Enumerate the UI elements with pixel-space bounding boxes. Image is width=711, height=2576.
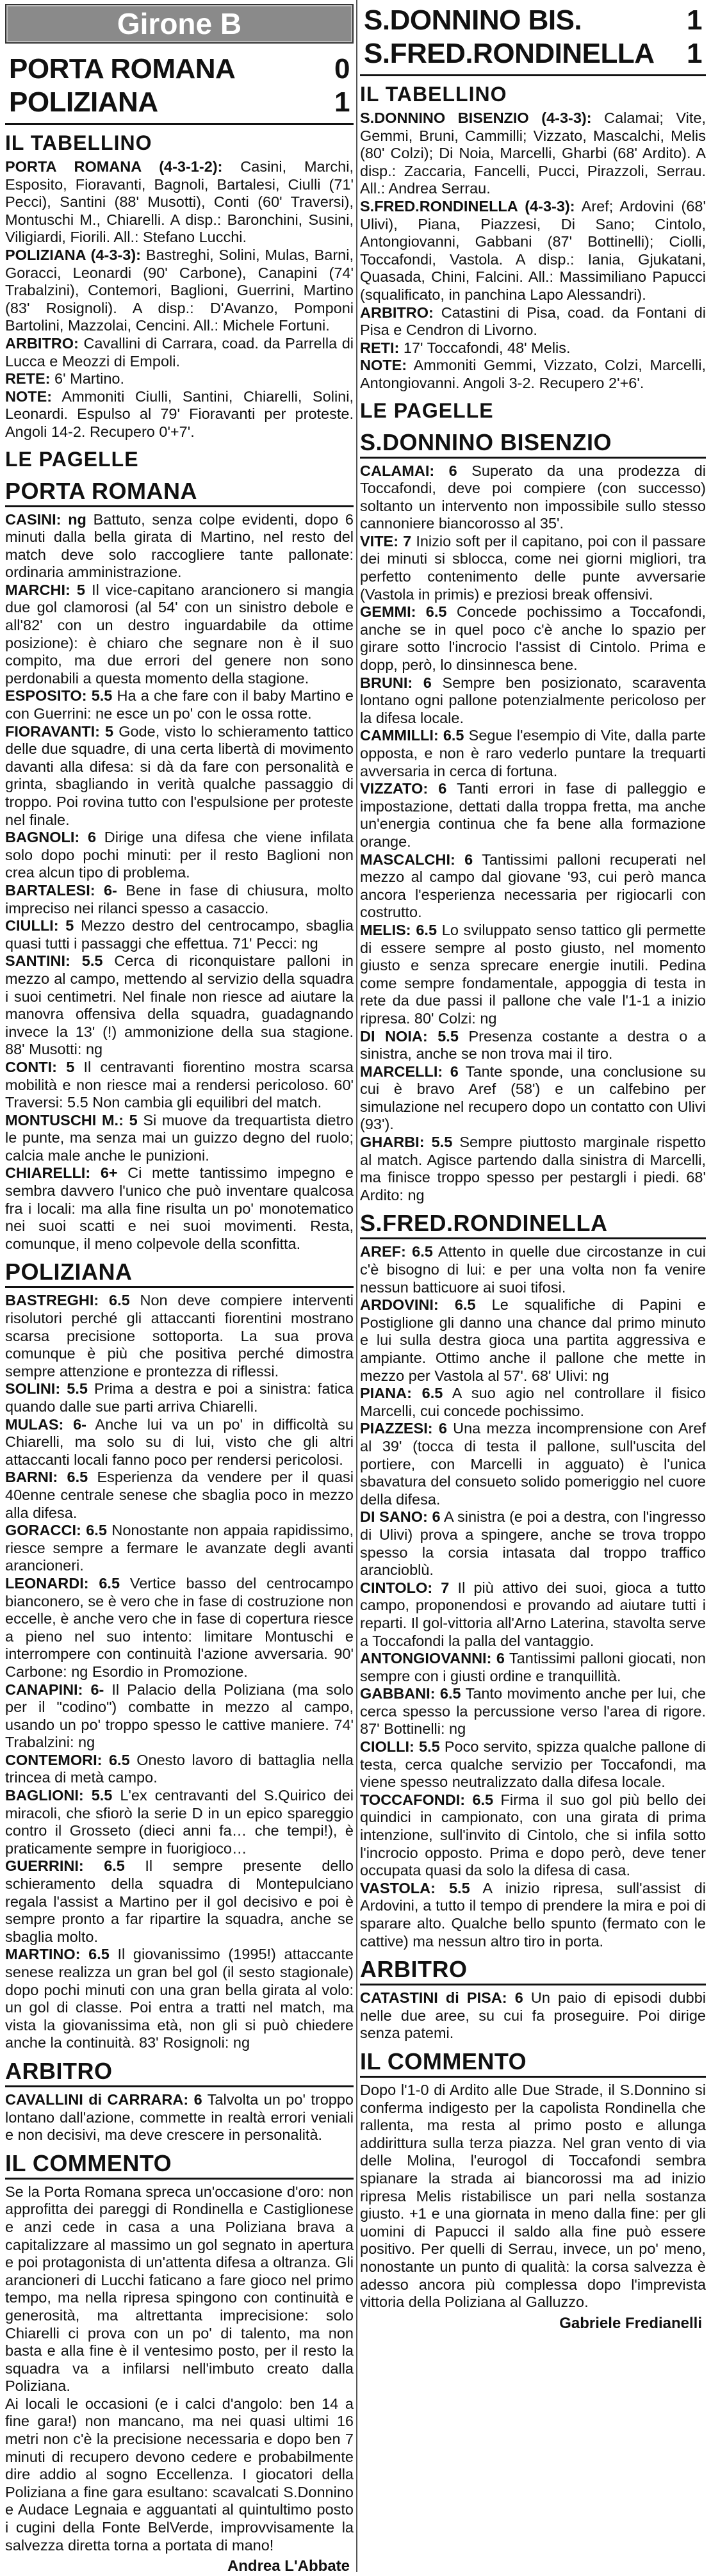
match-away-row — [5, 86, 354, 119]
commento-paragraph: Ai locali le occasioni (e i calci d'angolo: ben 14 a fine gara!) non mancano, ma nei quasi ultimi 16 metri non c'è la precisione necessaria e dopo ben 7 minuti di recupero devono cedere e probabilmente dire addio al sogno Eccellenza. I giocatori della Poliziana a fine gara esultano: scavalcati S.Donnino e Audace Legnaia e agguantati al quintultimo posto i cugini della Fonte BelVerde, improvvisamente la salvezza diretta torna a portata di mano! — [5, 2395, 354, 2554]
tabellino-entry: RETE: 6' Martino. — [5, 370, 125, 387]
tabellino-entry: ARBITRO: Catastini di Pisa, coad. da Fontani di Pisa e Cendron di Livorno. — [360, 304, 706, 339]
away-team: S.FRED.RONDINELLA — [364, 38, 655, 69]
player-rating: BAGNOLI: 6 Dirige una difesa che viene infilata solo dopo pochi minuti: per il resto Baglioni non crea alcun tipo di problema. — [5, 829, 354, 881]
tabellino-entry: POLIZIANA (4-3-3): Bastreghi, Solini, Mulas, Barni, Goracci, Leonardi (90' Carbone), Canapini (74' Trabalzini), Contemori, Baglioni, Guerrini, Martino (83' Rosignoli). A disp.: D'Avanzo, Pomponi Bartolini, Mazzolai, Cencini. All.: Michele Fortuni. — [5, 246, 354, 334]
player-rating: CONTI: 5 Il centravanti fiorentino mostra scarsa mobilità e non riesce mai a rendersi pericoloso. 60' Traversi: 5.5 Non cambia gli equilibri del match. — [5, 1058, 354, 1111]
referee-rating: CATASTINI di PISA: 6 Un paio di episodi dubbi nelle due aree, su cui fa proseguire. Poi dirige senza patemi. — [360, 1989, 706, 2042]
player-rating: GORACCI: 6.5 Nonostante non appaia rapidissimo, riesce sempre a fermare le avanzate degli avanti arancioneri. — [5, 1522, 354, 1574]
commento-heading: IL COMMENTO — [360, 2048, 706, 2078]
author-signature: Andrea L'Abbate — [227, 2557, 350, 2575]
player-rating: CALAMAI: 6 Superato da una prodezza di Toccafondi, deve poi compiere (con successo) soltanto un intervento non impossibile sullo stesso cannoniere biancorosso al 35'. — [360, 462, 706, 532]
player-rating: BRUNI: 6 Sempre ben posizionato, scaraventa lontano ogni pallone potenzialmente pericoloso per la difesa locale. — [360, 674, 706, 726]
player-rating: MASCALCHI: 6 Tantissimi palloni recuperati nel mezzo al campo dal giovane '93, cui però manca ancora l'esperienza necessaria per rigiocarli con costrutto. — [360, 851, 706, 921]
player-rating: MARCELLI: 6 Tante sponde, una conclusione su cui è bravo Aref (58') e un calfebino per simulazione nel recupero dopo un contatto con Ulivi (93'). — [360, 1063, 706, 1133]
player-rating: CAMMILLI: 6.5 Segue l'esempio di Vite, dalla parte opposta, e non è raro vederlo puntare la trequarti avversaria in cerca di fortuna. — [360, 727, 707, 779]
left-column — [5, 4, 354, 2576]
tabellino-block — [5, 158, 354, 441]
divider — [5, 123, 354, 125]
player-rating: FIORAVANTI: 5 Gode, visto lo schieramento tattico delle due squadre, di una certa libertà di movimento davanti alla difesa: si dà da fare con personalità e grinta, sbagliando in verità qualche passaggio di troppo. Poi rovina tutto con l'espulsione per proteste nel finale. — [5, 722, 354, 828]
player-rating: LEONARDI: 6.5 Vertice basso del centrocampo bianconero, se è vero che in fase di costruzione non eccelle, è anche vero che in fase di copertura riesce a pieno nel suo intento: limitare Montuschi e interrompere con continuità l'azione avversaria. 90' Carbone: ng Esordio in Promozione. — [5, 1574, 354, 1680]
player-rating: ANTONGIOVANNI: 6 Tantissimi palloni giocati, non sempre con i giusti ordine e tranquillità. — [360, 1650, 706, 1684]
pagelle-title: LE PAGELLE — [360, 398, 494, 422]
divider — [360, 74, 706, 76]
away-score: 1 — [687, 38, 702, 69]
right-column — [360, 4, 706, 2333]
player-rating: GUERRINI: 6.5 Il sempre presente dello schieramento della squadra di Montepulciano regala l'assist a Martino per il gol decisivo e poi è sempre pronto a far ripartire la squadra, anche se sbaglia molto. — [5, 1857, 354, 1945]
tabellino-entry: S.FRED.RONDINELLA (4-3-3): Aref; Ardovini (68' Ulivi), Piana, Piazzesi, Di Sano; Cintolo, Antongiovanni, Gabbani (87' Bottinelli); Ciolli, Toccafondi, Vastola. A disp.: Iania, Gjukatani, Quasada, Chini, Falcini. All.: Massimiliano Papucci (squalificato, in panchina Lapo Alessandri). — [360, 197, 706, 303]
player-rating: BARTALESI: 6- Bene in fase di chiusura, molto impreciso nei rilanci spesso a casaccio. — [5, 881, 354, 917]
tabellino-entry: RETI: 17' Toccafondi, 48' Melis. — [360, 339, 571, 356]
match-home-row — [5, 53, 354, 86]
player-rating: PIANA: 6.5 A suo agio nel controllare il fisico Marcelli, cui concede pochissimo. — [360, 1385, 707, 1419]
player-rating: BASTREGHI: 6.5 Non deve compiere interventi risolutori perché gli attaccanti fiorentini mostrano scarsa precisione sottoporta. La sua prova comunque è più che positiva perché dimostra sempre attenzione e prontezza di riflessi. — [5, 1292, 354, 1380]
team-heading: POLIZIANA — [5, 1258, 354, 1288]
player-rating: GHARBI: 5.5 Sempre piuttosto marginale rispetto al match. Agisce partendo dalla sinistra di Marcelli, ma finisce troppo spesso per pestargli i piedi. 68' Ardito: ng — [360, 1134, 706, 1203]
home-score: 1 — [687, 4, 702, 36]
player-rating: VIZZATO: 6 Tanti errori in fase di palleggio e impostazione, dettati dalla troppa fretta, ma anche un'energia continua che fa bene alla formazione orange. — [360, 780, 706, 850]
column-divider — [356, 0, 357, 2572]
player-rating: BARNI: 6.5 Esperienza da vendere per il quasi 40enne centrale senese che sbaglia poco in mezzo alla difesa. — [5, 1469, 354, 1521]
away-score: 1 — [334, 86, 350, 118]
tabellino-entry: NOTE: Ammoniti Ciulli, Santini, Chiarelli, Solini, Leonardi. Espulso al 79' Fioravanti per proteste. Angoli 14-2. Recupero 0'+7'. — [5, 387, 354, 440]
ratings-team2 — [5, 1292, 354, 2052]
tabellino-title: IL TABELLINO — [360, 83, 507, 106]
commento-paragraph: Dopo l'1-0 di Ardito alle Due Strade, il S.Donnino si conferma indigesto per la capolista Rondinella che rallenta, ma resta al primo posto e allunga addirittura sulla terza piazza. Nel gran vento di via delle Molina, l'eurogol di Toccafondi sembra spianare la strada ai biancorossi ma ad inizio ripresa Melis ristabilisce un pari nella sostanza giusto. +1 e una giornata in meno dalla fine: per gli uomini di Papucci il saldo alla fine può essere positivo. Per quelli di Serrau, invece, un po' meno, nonostante un punto di qualità: la corsa salvezza è adesso ancora più complessa dopo l'imprevista vittoria della Poliziana al Galluzzo. — [360, 2081, 706, 2311]
player-rating: BAGLIONI: 5.5 L'ex centravanti del S.Quirico dei miracoli, che sfiorò la serie D in un epico spareggio contro il Grosseto (dieci anni fa… che tempi!), è praticamente sempre in fuorigioco… — [5, 1787, 354, 1857]
player-rating: CANAPINI: 6- Il Palacio della Poliziana (ma solo per il "codino") combatte in mezzo al campo, usando un po' troppo spesso le cattive maniere. 74' Trabalzini: ng — [5, 1681, 354, 1751]
player-rating: VASTOLA: 5.5 A inizio ripresa, sull'assist di Ardovini, a tutto il tempo di prendere la mira e poi di sparare alto. Qualche bello spunto (fermato con le cattive) ma nessun altro tiro in porta. — [360, 1879, 706, 1950]
player-rating: PIAZZESI: 6 Una mezza incomprensione con Aref al 39' (tocca di testa il pallone, sull'uscita del portiere, con Marcelli in agguato) è l'unica sbavatura del consueto solido pomeriggio nel cuore della difesa. — [360, 1420, 707, 1508]
home-team: PORTA ROMANA — [9, 53, 236, 85]
home-team: S.DONNINO BIS. — [364, 4, 582, 36]
player-rating: CIULLI: 5 Mezzo destro del centrocampo, sbaglia quasi tutti i passaggi che effettua. 71' Pecci: ng — [5, 917, 354, 952]
player-rating: VITE: 7 Inizio soft per il capitano, poi con il passare dei minuti si sblocca, come nei giorni migliori, tra perfetto contenimento delle punte avversarie (Vastola in primis) e preziosi break offensivi. — [360, 532, 706, 603]
player-rating: MULAS: 6- Anche lui va un po' in difficoltà su Chiarelli, ma solo su di lui, visto che gli altri attaccanti locali fanno poco per rendersi pericolosi. — [5, 1415, 354, 1468]
player-rating: CASINI: ng Battuto, senza colpe evidenti, dopo 6 minuti dalla bella girata di Martino, nel resto del match deve solo raccogliere tante pallonate: ordinaria amministrazione. — [5, 510, 354, 581]
away-team: POLIZIANA — [9, 86, 158, 118]
commento-paragraph: Se la Porta Romana spreca un'occasione d'oro: non approfitta dei pareggi di Rondinella e Castiglionese e anzi cede in casa a una Poliziana brava a capitalizzare al massimo un gol segnato in apertura e poi protagonista di un'attenta difesa a oltranza. Gli arancioneri di Lucchi faticano a fare gioco nel primo tempo, ma nella ripresa spingono con continuità e generosità, ma altrettanta imprecisione: solo Chiarelli ci prova con un po' di talento, ma non basta e alla fine è il ventesimo posto, per il resto la squadra va a infilarsi nell'imbuto creato dalla Poliziana. — [5, 2183, 354, 2395]
referee-rating: CAVALLINI di CARRARA: 6 Talvolta un po' troppo lontano dall'azione, commette in realtà errori veniali e non decisivi, ma deve crescere in personalità. — [5, 2091, 354, 2144]
player-rating: MARTINO: 6.5 Il giovanissimo (1995!) attaccante senese realizza un gran bel gol (il sesto stagionale) dopo pochi minuti con una gran bella girata al volo: un gol di classe. Poi entra a tratti nel match, ma vista la giovanissima età, non gli si può chiedere anche la continuità. 83' Rosignoli: ng — [5, 1946, 354, 2051]
team-heading: S.FRED.RONDINELLA — [360, 1209, 706, 1239]
player-rating: CINTOLO: 7 Il più attivo dei suoi, gioca a tutto campo, proponendosi e provando ad aiutare tutti i reparti. Il gol-vittoria all'Arno Laterina, stavolta serve a Toccafondi la palla del vantaggio. — [360, 1579, 707, 1649]
author-signature: Gabriele Fredianelli — [559, 2314, 702, 2332]
player-rating: DI NOIA: 5.5 Presenza costante a destra o a sinistra, anche se non trova mai il tiro. — [360, 1027, 706, 1063]
match-away-row — [360, 37, 706, 70]
player-rating: CHIARELLI: 6+ Ci mette tantissimo impegno e sembra davvero l'unico che può inventare qualcosa fra i locali: ma alla fine risulta un po' monotematico nei suoi scatti e nei suoi movimenti. Resta, comunque, il meno colpevole della sconfitta. — [5, 1164, 354, 1252]
player-rating: DI SANO: 6 A sinistra (e poi a destra, con l'ingresso di Ulivi) prova a spingere, anche se trova troppo spesso la corsia intasata dal troppo traffico arancioblù. — [360, 1508, 706, 1579]
player-rating: TOCCAFONDI: 6.5 Firma il suo gol più bello dei quindici in campionato, con una girata di prima intenzione, sull'invito di Cintolo, che si infila sotto l'incrocio opposto. Prima e dopo però, deve tener occupata quasi da solo la difesa di casa. — [360, 1791, 707, 1879]
player-rating: SOLINI: 5.5 Prima a destra e poi a sinistra: fatica quando dalle sue parti arriva Chiarelli. — [5, 1380, 354, 1415]
arbitro-heading: ARBITRO — [5, 2057, 354, 2087]
team-heading: S.DONNINO BISENZIO — [360, 428, 706, 459]
ratings-team1 — [5, 511, 354, 1253]
player-rating: MELIS: 6.5 Lo sviluppato senso tattico gli permette di essere sempre al posto giusto, nel momento giusto e senza sprecare energie inutili. Pedina come sempre fondamentale, appoggia di testa in rete da due passi il pallone che vale l'1-1 a inizio ripresa. 80' Colzi: ng — [360, 921, 706, 1027]
match-home-row — [360, 4, 706, 37]
ratings-team2 — [360, 1243, 706, 1950]
team-heading: PORTA ROMANA — [5, 477, 354, 507]
player-rating: CIOLLI: 5.5 Poco servito, spizza qualche pallone di testa, cerca qualche servizio per Toccafondi, ma viene spesso neutralizzato dalla difesa locale. — [360, 1738, 706, 1791]
home-score: 0 — [334, 53, 350, 85]
player-rating: MARCHI: 5 Il vice-capitano arancionero si mangia due gol clamorosi (al 54' con un sinistro debole e all'82' con un destro inguardabile da ottime posizione): è chiaro che segnare non è il suo compito, ma due errori del genere non sono perdonabili a questa momento della stagione. — [5, 581, 354, 687]
tabellino-title: IL TABELLINO — [5, 131, 152, 154]
player-rating: MONTUSCHI M.: 5 Si muove da trequartista dietro le punte, ma senza mai un guizzo degno del ruolo; calcia male anche le punizioni. — [5, 1111, 354, 1164]
player-rating: AREF: 6.5 Attento in quelle due circostanze in cui c'è bisogno di lui: e per una volta non fa venire nessun batticuore ai suoi tifosi. — [360, 1243, 706, 1296]
tabellino-entry: ARBITRO: Cavallini di Carrara, coad. da Parrella di Lucca e Meozzi di Empoli. — [5, 334, 354, 370]
player-rating: CONTEMORI: 6.5 Onesto lavoro di battaglia nella trincea di metà campo. — [5, 1751, 354, 1786]
tabellino-entry: NOTE: Ammoniti Gemmi, Vizzato, Colzi, Marcelli, Antongiovanni. Angoli 3-2. Recupero 2'+6'. — [360, 357, 706, 391]
player-rating: GABBANI: 6.5 Tanto movimento anche per lui, che cerca spesso la percussione verso l'area di rigore. 87' Bottinelli: ng — [360, 1685, 706, 1738]
tabellino-entry: S.DONNINO BISENZIO (4-3-3): Calamai; Vite, Gemmi, Bruni, Cammilli; Vizzato, Mascalchi, Melis (80' Colzi); Di Noia, Marcelli, Gharbi (68' Ardito). A disp.: Zaccaria, Fancelli, Pucci, Pirazzoli, Serrau. All.: Andrea Serrau. — [360, 110, 706, 197]
ratings-team1 — [360, 462, 706, 1205]
player-rating: ARDOVINI: 6.5 Le squalifiche di Papini e Postiglione gli danno una chance dal primo minuto e lui sulla destra gioca una partita aggressiva e ampiante. Ottimo anche il pallone che mette in mezzo per Vastola al 57'. 68' Ulivi: ng — [360, 1296, 706, 1384]
pagelle-title: LE PAGELLE — [5, 447, 139, 471]
player-rating: SANTINI: 5.5 Cerca di riconquistare palloni in mezzo al campo, mettendo al servizio della squadra i suoi centimetri. Nel finale non riesce ad aiutare la manovra offensiva della squadra, guadagnando invece la 13' (!) ammonizione della sua stagione. 88' Musotti: ng — [5, 952, 354, 1058]
player-rating: GEMMI: 6.5 Concede pochissimo a Toccafondi, anche se in quel poco c'è anche lo spazio per girare sotto l'incrocio l'assist di Cintolo. Prima e dopp, però, lo dinsinnesca bene. — [360, 603, 706, 674]
player-rating: ESPOSITO: 5.5 Ha a che fare con il baby Martino e con Guerrini: ne esce un po' con le ossa rotte. — [5, 687, 354, 722]
commento-heading: IL COMMENTO — [5, 2149, 354, 2180]
tabellino-block — [360, 110, 706, 393]
group-title: Girone B — [5, 4, 354, 44]
tabellino-entry: PORTA ROMANA (4-3-1-2): Casini, Marchi, Esposito, Fioravanti, Bagnoli, Bartalesi, Ciulli (71' Pecci), Santini (88' Musotti), Conti (60' Traversi), Montuschi M., Chiarelli. A disp.: Baronchini, Susini, Viligiardi, Fiorili. All.: Stefano Lucchi. — [5, 158, 354, 246]
arbitro-heading: ARBITRO — [360, 1955, 706, 1985]
